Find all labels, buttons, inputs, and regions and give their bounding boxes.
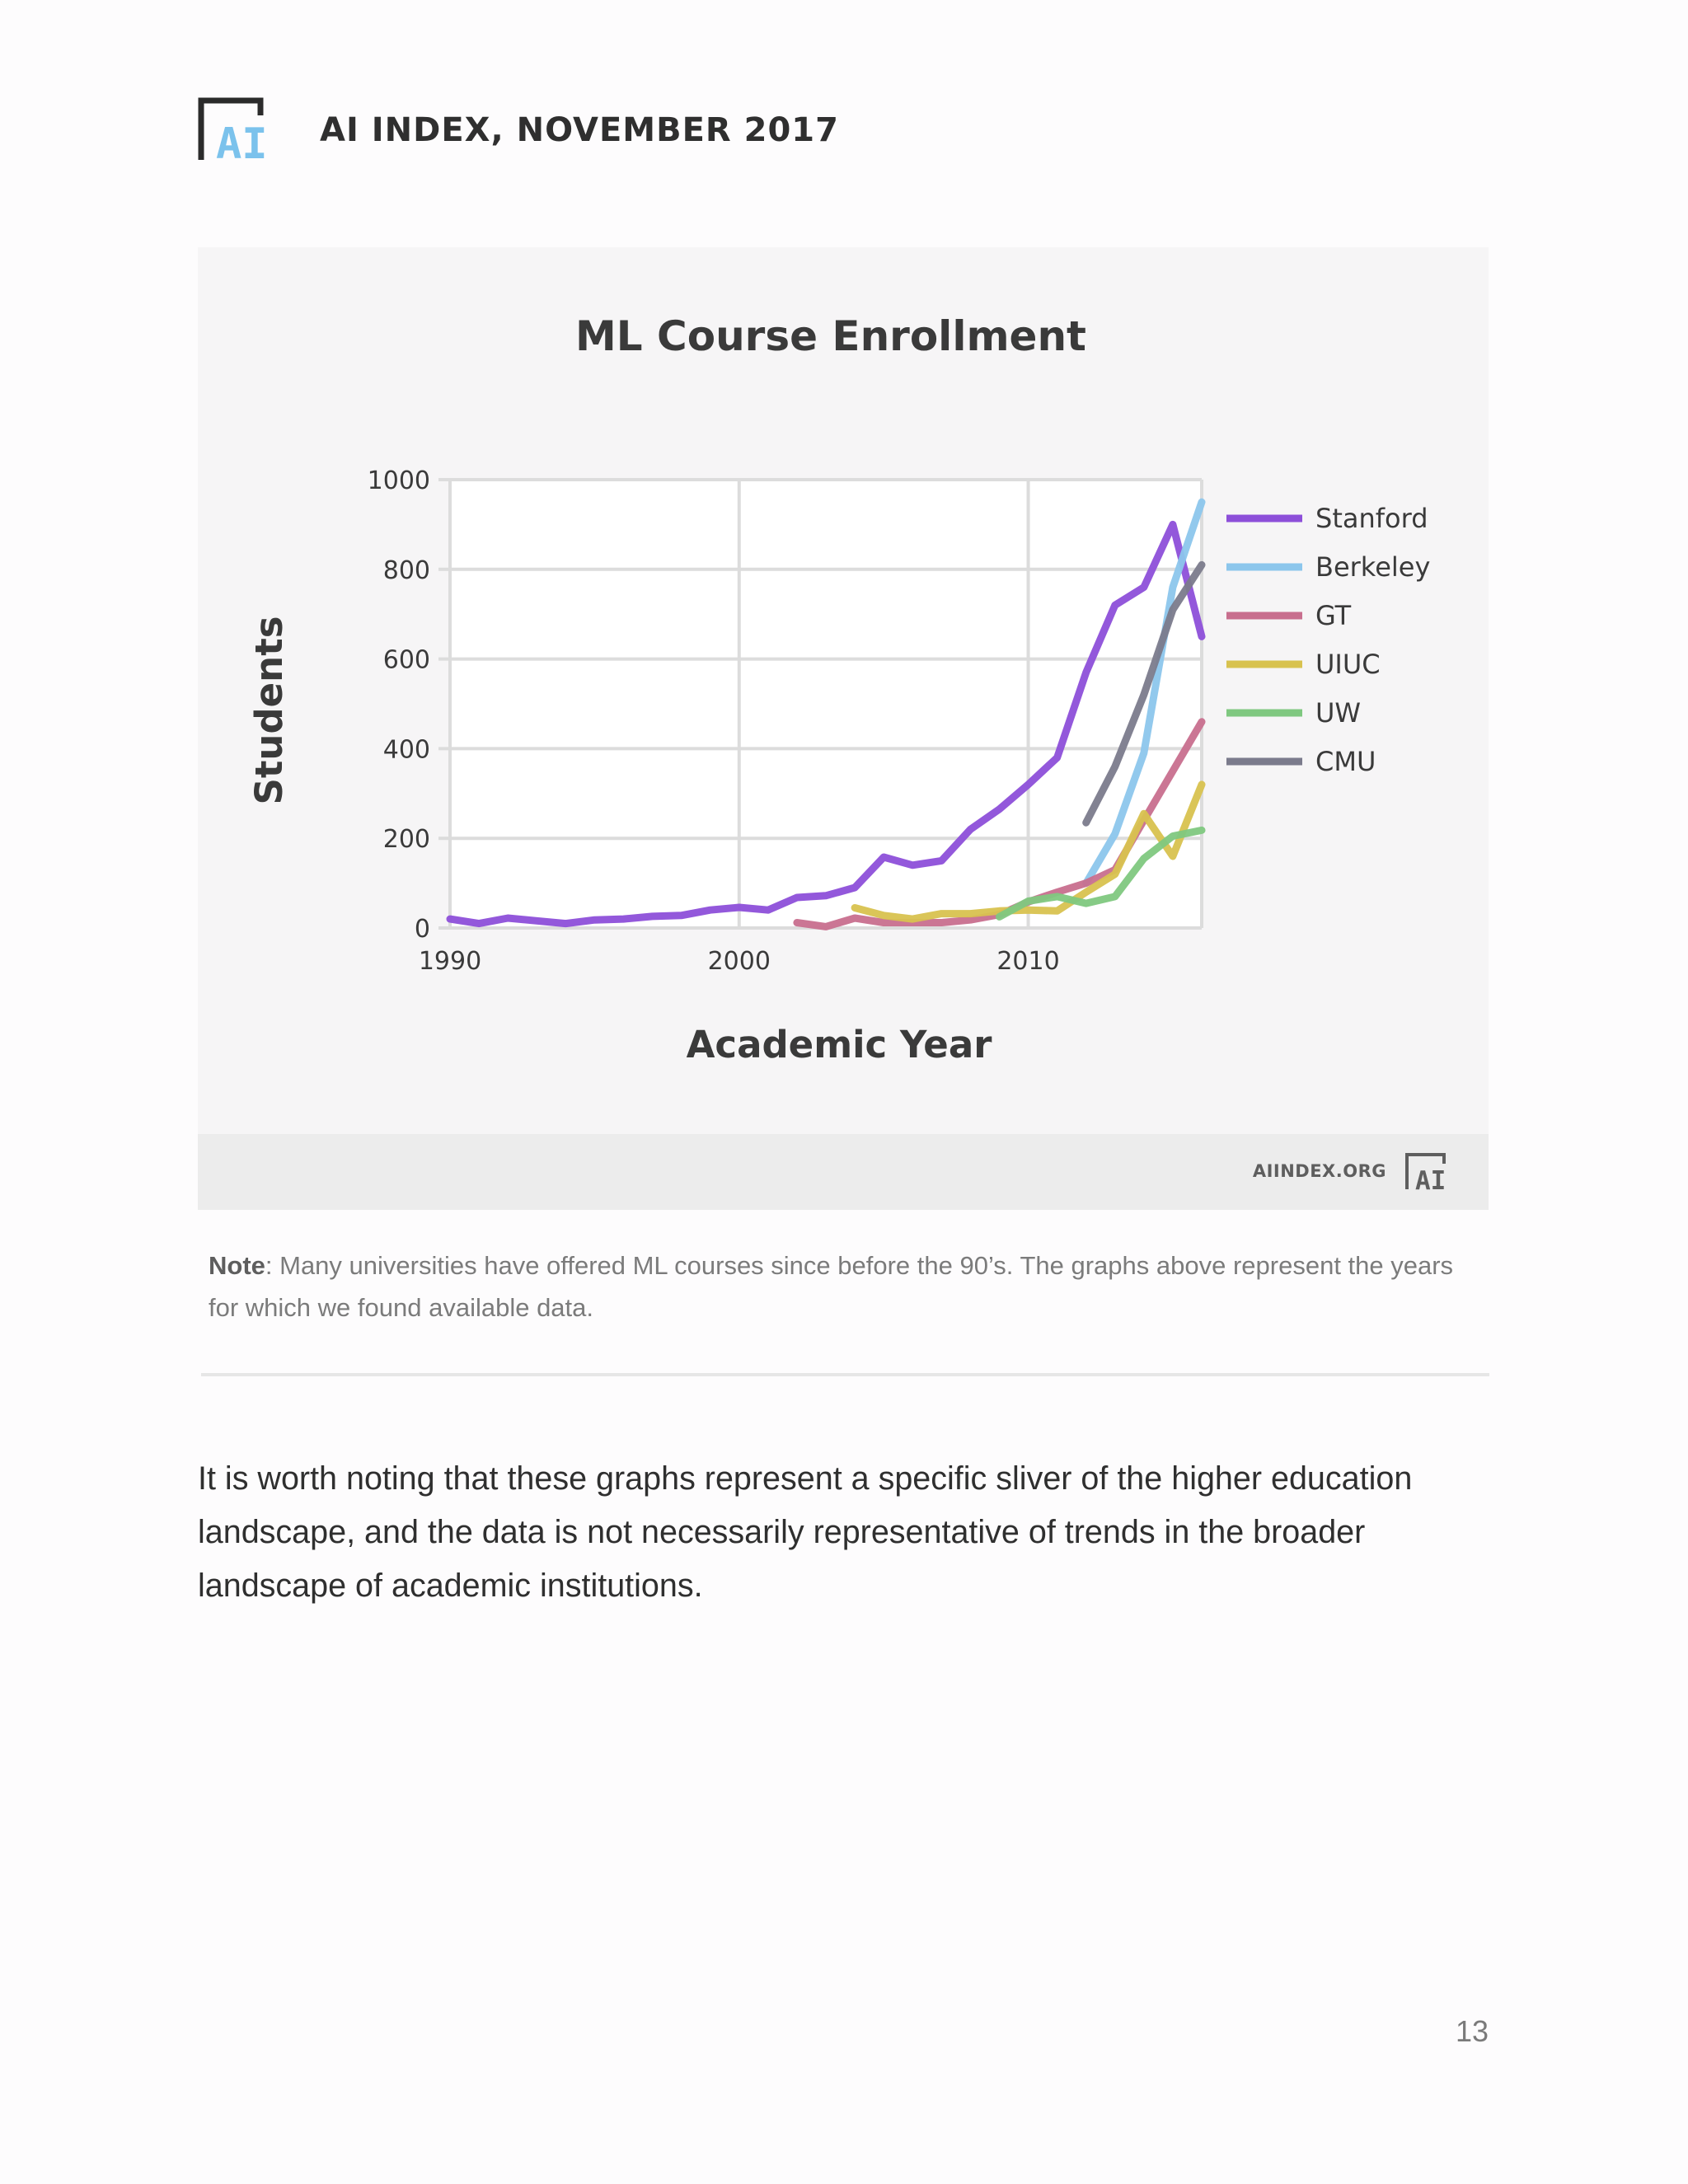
- y-axis-label: Students: [247, 616, 291, 805]
- figure-note: [209, 1244, 1478, 1329]
- header-title: AI INDEX, NOVEMBER 2017: [320, 111, 839, 149]
- svg-text:AI: AI: [1415, 1166, 1447, 1192]
- x-axis-label: Academic Year: [686, 1023, 992, 1066]
- page-number: 13: [1455, 2014, 1489, 2048]
- y-tick-label: 1000: [367, 466, 430, 495]
- legend-label: Stanford: [1315, 503, 1428, 534]
- note-text: : Many universities have offered ML courses since before the 90’s. The graphs above represent the years for which we found available data.: [209, 1251, 1454, 1322]
- divider: [201, 1373, 1489, 1376]
- legend-label: CMU: [1315, 746, 1376, 777]
- footer-logo: [1404, 1152, 1451, 1192]
- y-tick-label: 400: [382, 735, 430, 765]
- line-chart: [198, 247, 1489, 1134]
- figure-footer: [198, 1134, 1489, 1210]
- x-tick-label: 2000: [707, 947, 771, 976]
- legend-label: UIUC: [1315, 649, 1381, 680]
- legend-label: Berkeley: [1315, 551, 1431, 583]
- plot-area: [450, 480, 1202, 928]
- logo-text: AI: [216, 120, 268, 163]
- footer-site: AIINDEX.ORG: [1252, 1161, 1386, 1181]
- note-label: Note: [209, 1251, 265, 1280]
- y-tick-label: 600: [382, 645, 430, 675]
- legend: [1226, 503, 1430, 777]
- legend-label: UW: [1315, 697, 1362, 729]
- x-tick-label: 1990: [418, 947, 482, 976]
- grid: [450, 480, 1202, 928]
- chart-figure: [198, 247, 1489, 1210]
- chart-title: ML Course Enrollment: [575, 312, 1086, 360]
- y-tick-label: 0: [414, 915, 430, 944]
- ai-index-logo: [198, 97, 272, 163]
- y-tick-label: 200: [382, 825, 430, 855]
- body-paragraph: It is worth noting that these graphs represent a specific sliver of the higher education landscape, and the data is not necessarily representative of trends in the broader landscape of academic institutions.: [198, 1460, 1413, 1604]
- y-tick-label: 800: [382, 555, 430, 585]
- legend-label: GT: [1315, 600, 1352, 631]
- x-tick-label: 2010: [996, 947, 1060, 976]
- page-header: [198, 97, 839, 163]
